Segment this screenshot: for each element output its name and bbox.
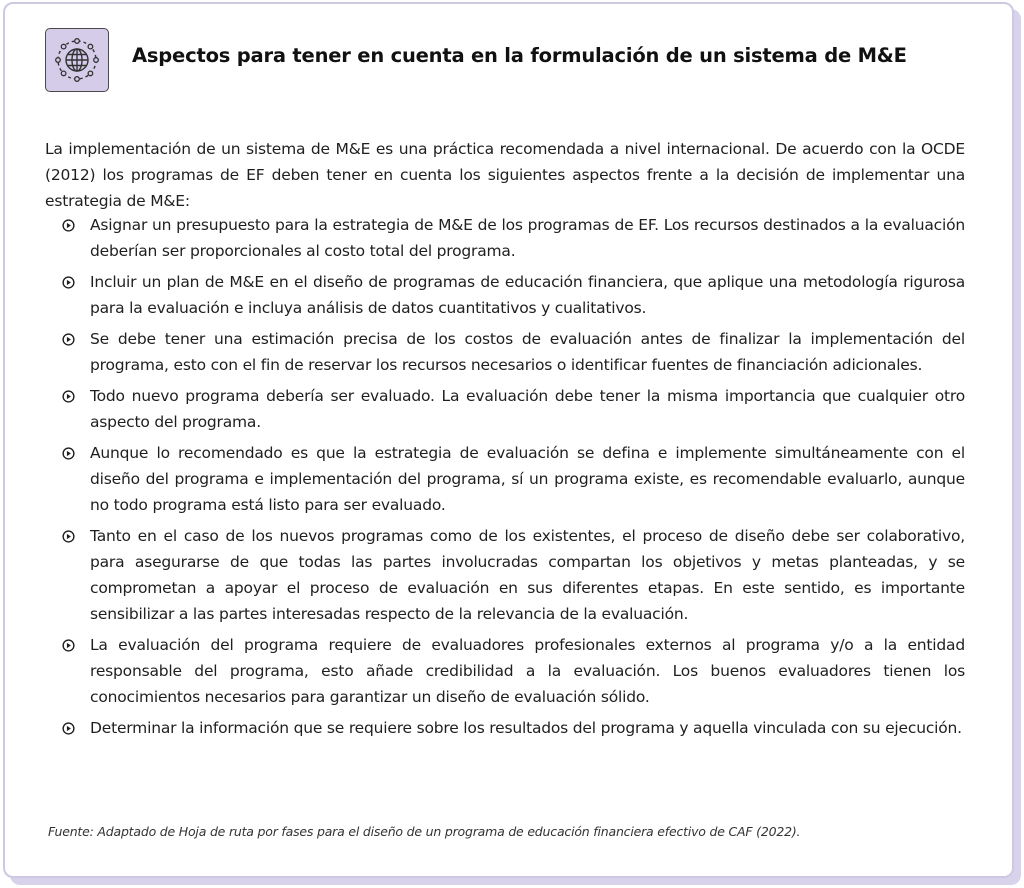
intro-paragraph: La implementación de un sistema de M&E es una práctica recomendada a nivel internacional. De acuerdo con la OCDE (2012) los programas de EF deben tener en cuenta los siguientes aspectos frente a la decisión de implementar una estrategia de M&E: [45, 139, 965, 210]
source-note: Fuente: Adaptado de Hoja de ruta por fases para el diseño de un programa de educación financiera efectivo de CAF (2022). [48, 824, 801, 839]
list-item-text: Determinar la información que se requiere sobre los resultados del programa y aquella vinculada con su ejecución. [90, 719, 962, 737]
circled-play-icon [62, 530, 75, 543]
list-item [45, 523, 965, 627]
circled-play-icon [62, 390, 75, 403]
list-item-text: La evaluación del programa requiere de evaluadores profesionales externos al programa y/o a la entidad responsable del programa, esto añade credibilidad a la evaluación. Los buenos evaluadores tienen los conocimientos necesarios para garantizar un diseño de evaluación sólido. [90, 636, 965, 706]
circled-play-icon [62, 276, 75, 289]
circled-play-icon [62, 333, 75, 346]
list-item [45, 440, 965, 518]
header-icon-tile [45, 28, 109, 92]
list-item-text: Todo nuevo programa debería ser evaluado. La evaluación debe tener la misma importancia que cualquier otro aspecto del programa. [90, 387, 965, 431]
circled-play-icon [62, 722, 75, 735]
globe-network-icon [53, 36, 101, 84]
list-item-text: Aunque lo recomendado es que la estrategia de evaluación se defina e implemente simultáneamente con el diseño del programa e implementación del programa, sí un programa existe, es recomendable evaluarlo, aunque no todo programa está listo para ser evaluado. [90, 444, 965, 514]
list-item [45, 212, 965, 264]
list-item-text: Tanto en el caso de los nuevos programas como de los existentes, el proceso de diseño debe ser colaborativo, para asegurarse de que todas las partes involucradas compartan los objetivos y metas planteadas, y se comprometan a apoyar el proceso de evaluación en sus diferentes etapas. En este sentido, es importante sensibilizar a las partes interesadas respecto de la relevancia de la evaluación. [90, 527, 965, 623]
circled-play-icon [62, 447, 75, 460]
list-item-text: Asignar un presupuesto para la estrategia de M&E de los programas de EF. Los recursos destinados a la evaluación deberían ser proporcionales al costo total del programa. [90, 216, 965, 260]
list-item-text: Se debe tener una estimación precisa de los costos de evaluación antes de finalizar la implementación del programa, esto con el fin de reservar los recursos necesarios o identificar fuentes de financiación adicionales. [90, 330, 965, 374]
circled-play-icon [62, 219, 75, 232]
circled-play-icon [62, 639, 75, 652]
list-item [45, 632, 965, 710]
list-item [45, 383, 965, 435]
list-item-text: Incluir un plan de M&E en el diseño de programas de educación financiera, que aplique una metodología rigurosa para la evaluación e incluya análisis de datos cuantitativos y cualitativos. [90, 273, 965, 317]
page-title: Aspectos para tener en cuenta en la formulación de un sistema de M&E [132, 44, 907, 67]
list-item [45, 326, 965, 378]
list-item [45, 269, 965, 321]
aspects-list [45, 212, 965, 741]
list-item [45, 715, 965, 741]
